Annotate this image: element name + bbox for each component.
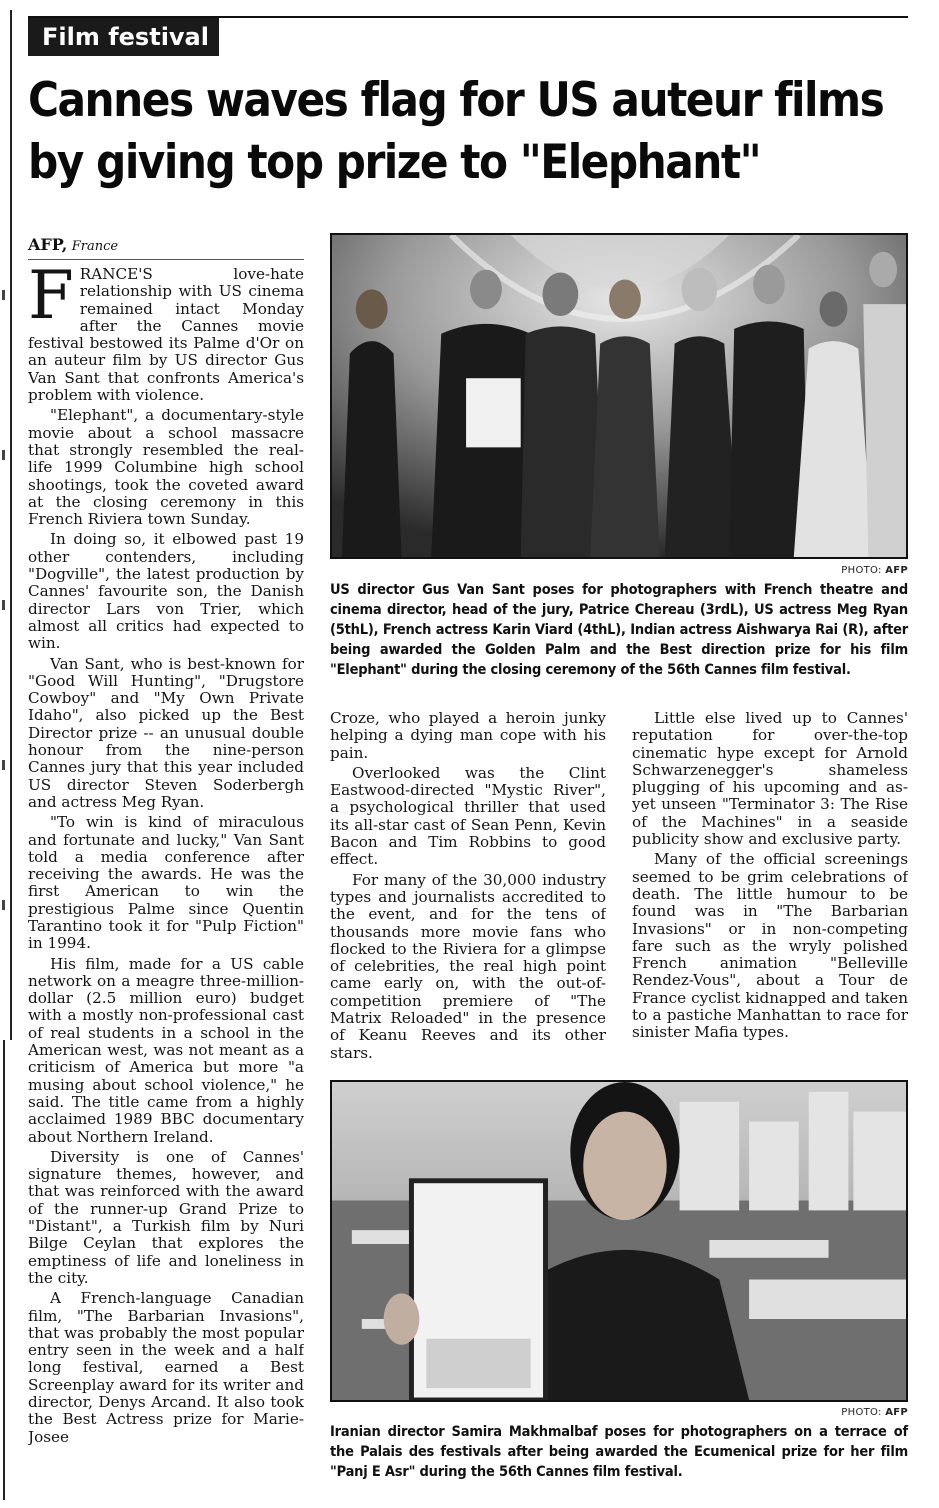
article-paragraph: Van Sant, who is best-known for "Good Will Hunting", "Drugstore Cowboy" and "My Own Private Idaho", also picked up the Best Director prize -- an unusual double honour from the nine-person Cannes jury that this year included US director Steven Soderbergh and actress Meg Ryan. — [28, 654, 304, 811]
gutter-mark — [2, 760, 5, 770]
gutter-rule — [10, 10, 12, 1040]
article-paragraph: "Elephant", a documentary-style movie about a school massacre that strongly resembled the real-life 1999 Columbine high school shootings, took the coveted award at the closing ceremony in this French Riviera town Sunday. — [28, 406, 304, 529]
article-paragraph: In doing so, it elbowed past 19 other contenders, including "Dogville", the latest production by Cannes' favourite son, the Danish director Lars von Trier, which almost all critics had expected to win. — [28, 530, 304, 653]
photo-caption: Iranian director Samira Makhmalbaf poses for photographers on a terrace of the Palais des festivals after being awarded the Ecumenical prize for her film "Panj E Asr" during the 56th Cannes film festival. — [330, 1424, 908, 1480]
byline — [28, 236, 304, 260]
gutter-mark — [2, 900, 5, 910]
award-ceremony-photo — [330, 233, 908, 559]
article-paragraph: Little else lived up to Cannes' reputation for over-the-top cinematic hype except for Arnold Schwarzenegger's shameless plugging of his upcoming and as-yet unseen "Terminator 3: The Rise of the Machines" in a seaside publicity show and exclusive party. — [632, 710, 908, 849]
drop-cap: F — [28, 266, 74, 334]
article-paragraph: FRANCE'S love-hate relationship with US cinema remained intact Monday after the Cannes movie festival bestowed its Palme d'Or on an auteur film by US director Gus Van Sant that confronts America's problem with violence. — [28, 266, 304, 405]
byline-agency: AFP, — [28, 235, 68, 254]
byline-location: France — [71, 239, 119, 254]
headline-line-2: by giving top prize to "Elephant" — [28, 135, 761, 190]
gutter-mark — [2, 450, 5, 460]
page-gutter — [0, 0, 14, 1508]
article-paragraph: A French-language Canadian film, "The Barbarian Invasions", that was probably the most popular entry seen in the week and a half long festival, earned a Best Screenplay award for its writer and director, Denys Arcand. It also took the Best Actress prize for Marie-Josee — [28, 1289, 304, 1446]
photo-credit: PHOTO: AFP — [841, 1407, 908, 1418]
headline — [28, 70, 908, 194]
article-column-1 — [28, 266, 304, 1506]
photo-credit: PHOTO: AFP — [841, 565, 908, 576]
headline-line-1: Cannes waves flag for US auteur films — [28, 73, 884, 128]
article-paragraph: Many of the official screenings seemed to be grim celebrations of death. The little humour to be found was in "The Barbarian Invasions" or in non-competing fare such as the wryly polished French animation "Belleville Rendez-Vous", about a Tour de France cyclist kidnapped and taken to a pastiche Manhattan to race for sinister Mafia types. — [632, 850, 908, 1042]
article-column-3 — [632, 710, 908, 1060]
article-paragraph: Croze, who played a heroin junky helping a dying man cope with his pain. — [330, 710, 606, 762]
director-portrait-photo — [330, 1080, 908, 1402]
photo-caption: US director Gus Van Sant poses for photographers with French theatre and cinema director, head of the jury, Patrice Chereau (3rdL), US actress Meg Ryan (5thL), French actress Karin Viard (4thL), Indian actress Aishwarya Rai (R), after being awarded the Golden Palm and the Best direction prize for his film "Elephant" during the closing ceremony of the 56th Cannes film festival. — [330, 582, 908, 678]
article-paragraph: "To win is kind of miraculous and fortunate and lucky," Van Sant told a media conference after receiving the awards. He was the first American to win the prestigious Palme since Quentin Tarantino took it for "Pulp Fiction" in 1994. — [28, 813, 304, 953]
section-label: Film festival — [28, 18, 219, 56]
article-paragraph: His film, made for a US cable network on a meagre three-million-dollar (2.5 million euro) budget with a mostly non-professional cast of real students in a school in the American west, was not meant as a criticism of America but more "a musing about school violence," he said. The title came from a highly acclaimed 1989 BBC documentary about Northern Ireland. — [28, 954, 304, 1146]
article-paragraph: Overlooked was the Clint Eastwood-directed "Mystic River", a psychological thriller that used its all-star cast of Sean Penn, Kevin Bacon and Tim Robbins to good effect. — [330, 763, 606, 869]
article-paragraph: For many of the 30,000 industry types and journalists accredited to the event, and for the tens of thousands more movie fans who flocked to the Riviera for a glimpse of celebrities, the real high point came early on, with the out-of-competition premiere of "The Matrix Reloaded" in the presence of Keanu Reeves and its other stars. — [330, 870, 606, 1060]
director-portrait-photo-image — [332, 1082, 906, 1400]
gutter-mark — [2, 600, 5, 610]
gutter-rule — [3, 1040, 5, 1500]
gutter-mark — [2, 290, 5, 300]
article-column-2 — [330, 710, 606, 1060]
award-ceremony-photo-image — [332, 235, 906, 557]
article-paragraph: Diversity is one of Cannes' signature themes, however, and that was reinforced with the award of the runner-up Grand Prize to "Distant", a Turkish film by Nuri Bilge Ceylan that explores the emptiness of life and loneliness in the city. — [28, 1147, 304, 1287]
